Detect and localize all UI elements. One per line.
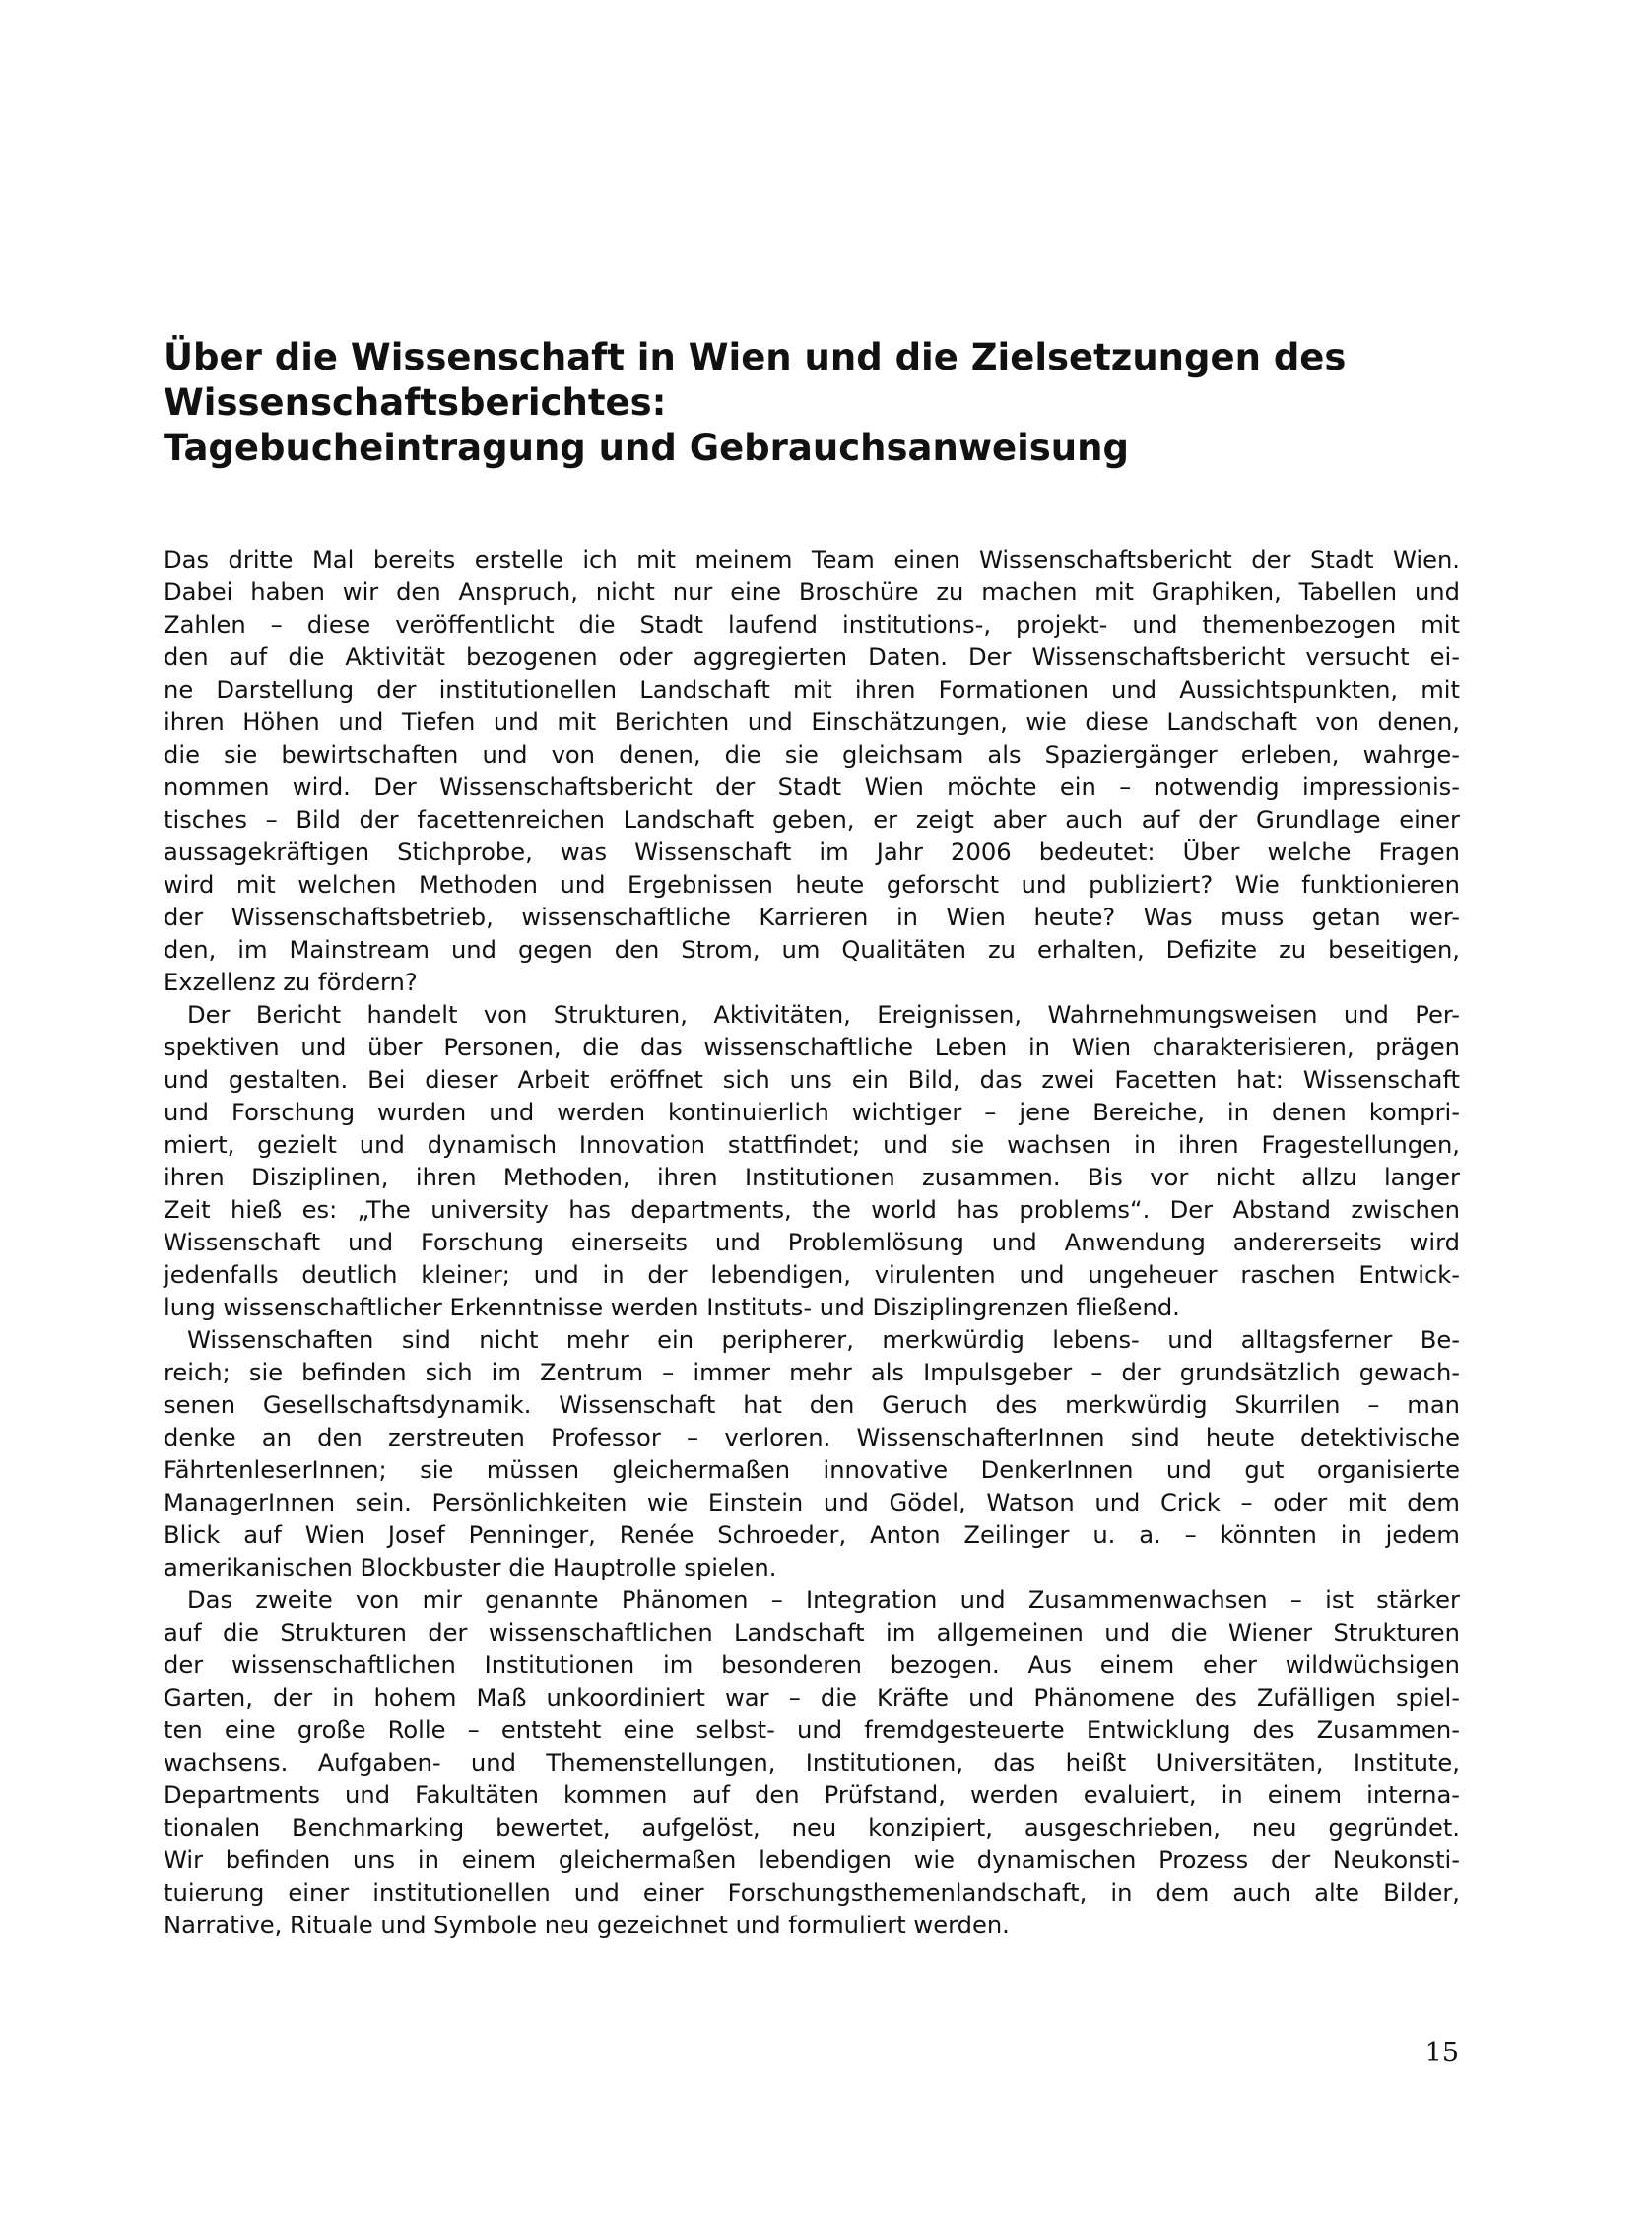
text-line: jedenfalls deutlich kleiner; und in der lebendigen, virulenten und ungeheuer raschen Entwick- <box>164 1261 1460 1289</box>
text-line: denke an den zerstreuten Professor – verloren. WissenschafterInnen sind heute detektivische <box>164 1424 1460 1451</box>
text-line: den auf die Aktivität bezogenen oder aggregierten Daten. Der Wissenschaftsbericht versucht ei- <box>164 643 1460 671</box>
paragraph-4 <box>164 1584 1460 1942</box>
text-line: auf die Strukturen der wissenschaftlichen Landschaft im allgemeinen und die Wiener Strukturen <box>164 1619 1460 1647</box>
text-line: ne Darstellung der institutionellen Landschaft mit ihren Formationen und Aussichtspunkten, mit <box>164 676 1460 704</box>
text-line: Wissenschaft und Forschung einerseits und Problemlösung und Anwendung andererseits wird <box>164 1229 1460 1256</box>
text-line: Das dritte Mal bereits erstelle ich mit meinem Team einen Wissenschaftsbericht der Stadt Wien. <box>164 546 1460 573</box>
text-line: tuierung einer institutionellen und einer Forschungsthemenlandschaft, in dem auch alte Bilder, <box>164 1879 1460 1907</box>
text-line: Garten, der in hohem Maß unkoordiniert war – die Kräfte und Phänomene des Zufälligen spiel- <box>164 1684 1460 1712</box>
text-line: ihren Höhen und Tiefen und mit Berichten und Einschätzungen, wie diese Landschaft von denen, <box>164 708 1460 736</box>
text-line: und gestalten. Bei dieser Arbeit eröffnet sich uns ein Bild, das zwei Facetten hat: Wissenschaft <box>164 1066 1460 1094</box>
text-line: spektiven und über Personen, die das wissenschaftliche Leben in Wien charakterisieren, prägen <box>164 1034 1460 1061</box>
text-line: reich; sie befinden sich im Zentrum – immer mehr als Impulsgeber – der grundsätzlich gewach- <box>164 1359 1460 1386</box>
body-text <box>164 544 1460 1942</box>
text-line: aussagekräftigen Stichprobe, was Wissenschaft im Jahr 2006 bedeutet: Über welche Fragen <box>164 839 1460 866</box>
text-line: tionalen Benchmarking bewertet, aufgelöst, neu konzipiert, ausgeschrieben, neu gegründet. <box>164 1814 1460 1842</box>
text-line: der wissenschaftlichen Institutionen im besonderen bezogen. Aus einem eher wildwüchsigen <box>164 1651 1460 1679</box>
text-line: Das zweite von mir genannte Phänomen – Integration und Zusammenwachsen – ist stärker <box>187 1586 1460 1614</box>
text-line: ManagerInnen sein. Persönlichkeiten wie Einstein und Gödel, Watson und Crick – oder mit dem <box>164 1489 1460 1516</box>
text-line: miert, gezielt und dynamisch Innovation stattfindet; und sie wachsen in ihren Fragestellungen, <box>164 1131 1460 1159</box>
text-line: den, im Mainstream und gegen den Strom, um Qualitäten zu erhalten, Defizite zu beseitigen, <box>164 936 1460 964</box>
text-line: lung wissenschaftlicher Erkenntnisse werden Instituts- und Disziplingrenzen fließend. <box>164 1294 1180 1321</box>
text-line: Blick auf Wien Josef Penninger, Renée Schroeder, Anton Zeilinger u. a. – könnten in jedem <box>164 1521 1460 1549</box>
paragraph-1 <box>164 544 1460 999</box>
text-line: nommen wird. Der Wissenschaftsbericht der Stadt Wien möchte ein – notwendig impressionis- <box>164 773 1460 801</box>
text-line: Exzellenz zu fördern? <box>164 969 418 996</box>
text-line: Dabei haben wir den Anspruch, nicht nur eine Broschüre zu machen mit Graphiken, Tabellen und <box>164 578 1460 606</box>
text-line: Departments und Fakultäten kommen auf den Prüfstand, werden evaluiert, in einem interna- <box>164 1782 1460 1809</box>
title-line-2: Wissenschaftsberichtes: <box>164 381 667 424</box>
title-line-3: Tagebucheintragung und Gebrauchsanweisung <box>164 427 1129 469</box>
text-line: und Forschung wurden und werden kontinuierlich wichtiger – jene Bereiche, in denen kompri- <box>164 1099 1460 1126</box>
text-line: Narrative, Rituale und Symbole neu gezeichnet und formuliert werden. <box>164 1912 1010 1939</box>
text-line: der Wissenschaftsbetrieb, wissenschaftliche Karrieren in Wien heute? Was muss getan wer- <box>164 904 1460 931</box>
text-line: Wir befinden uns in einem gleichermaßen lebendigen wie dynamischen Prozess der Neukonsti- <box>164 1847 1460 1874</box>
text-line: Wissenschaften sind nicht mehr ein peripherer, merkwürdig lebens- und alltagsferner Be- <box>187 1326 1460 1354</box>
text-line: wird mit welchen Methoden und Ergebnissen heute geforscht und publiziert? Wie funktionieren <box>164 871 1460 899</box>
paragraph-2 <box>164 999 1460 1324</box>
page-number: 15 <box>1424 2038 1459 2068</box>
text-line: Zahlen – diese veröffentlicht die Stadt laufend institutions-, projekt- und themenbezogen mit <box>164 611 1460 639</box>
text-line: Der Bericht handelt von Strukturen, Aktivitäten, Ereignissen, Wahrnehmungsweisen und Per- <box>187 1001 1460 1029</box>
text-line: wachsens. Aufgaben- und Themenstellungen, Institutionen, das heißt Universitäten, Institute, <box>164 1749 1460 1777</box>
page-title <box>164 335 1484 471</box>
paragraph-3 <box>164 1324 1460 1584</box>
text-line: senen Gesellschaftsdynamik. Wissenschaft hat den Geruch des merkwürdig Skurrilen – man <box>164 1391 1460 1419</box>
text-line: FährtenleserInnen; sie müssen gleichermaßen innovative DenkerInnen und gut organisierte <box>164 1456 1460 1484</box>
text-line: Zeit hieß es: „The university has departments, the world has problems“. Der Abstand zwischen <box>164 1196 1460 1224</box>
text-line: amerikanischen Blockbuster die Hauptrolle spielen. <box>164 1554 777 1581</box>
text-line: tisches – Bild der facettenreichen Landschaft geben, er zeigt aber auch auf der Grundlage einer <box>164 806 1460 834</box>
title-line-1: Über die Wissenschaft in Wien und die Zielsetzungen des <box>164 336 1347 378</box>
text-line: ihren Disziplinen, ihren Methoden, ihren Institutionen zusammen. Bis vor nicht allzu langer <box>164 1164 1460 1191</box>
text-line: ten eine große Rolle – entsteht eine selbst- und fremdgesteuerte Entwicklung des Zusammen- <box>164 1716 1460 1744</box>
text-line: die sie bewirtschaften und von denen, die sie gleichsam als Spaziergänger erleben, wahrge- <box>164 741 1460 769</box>
